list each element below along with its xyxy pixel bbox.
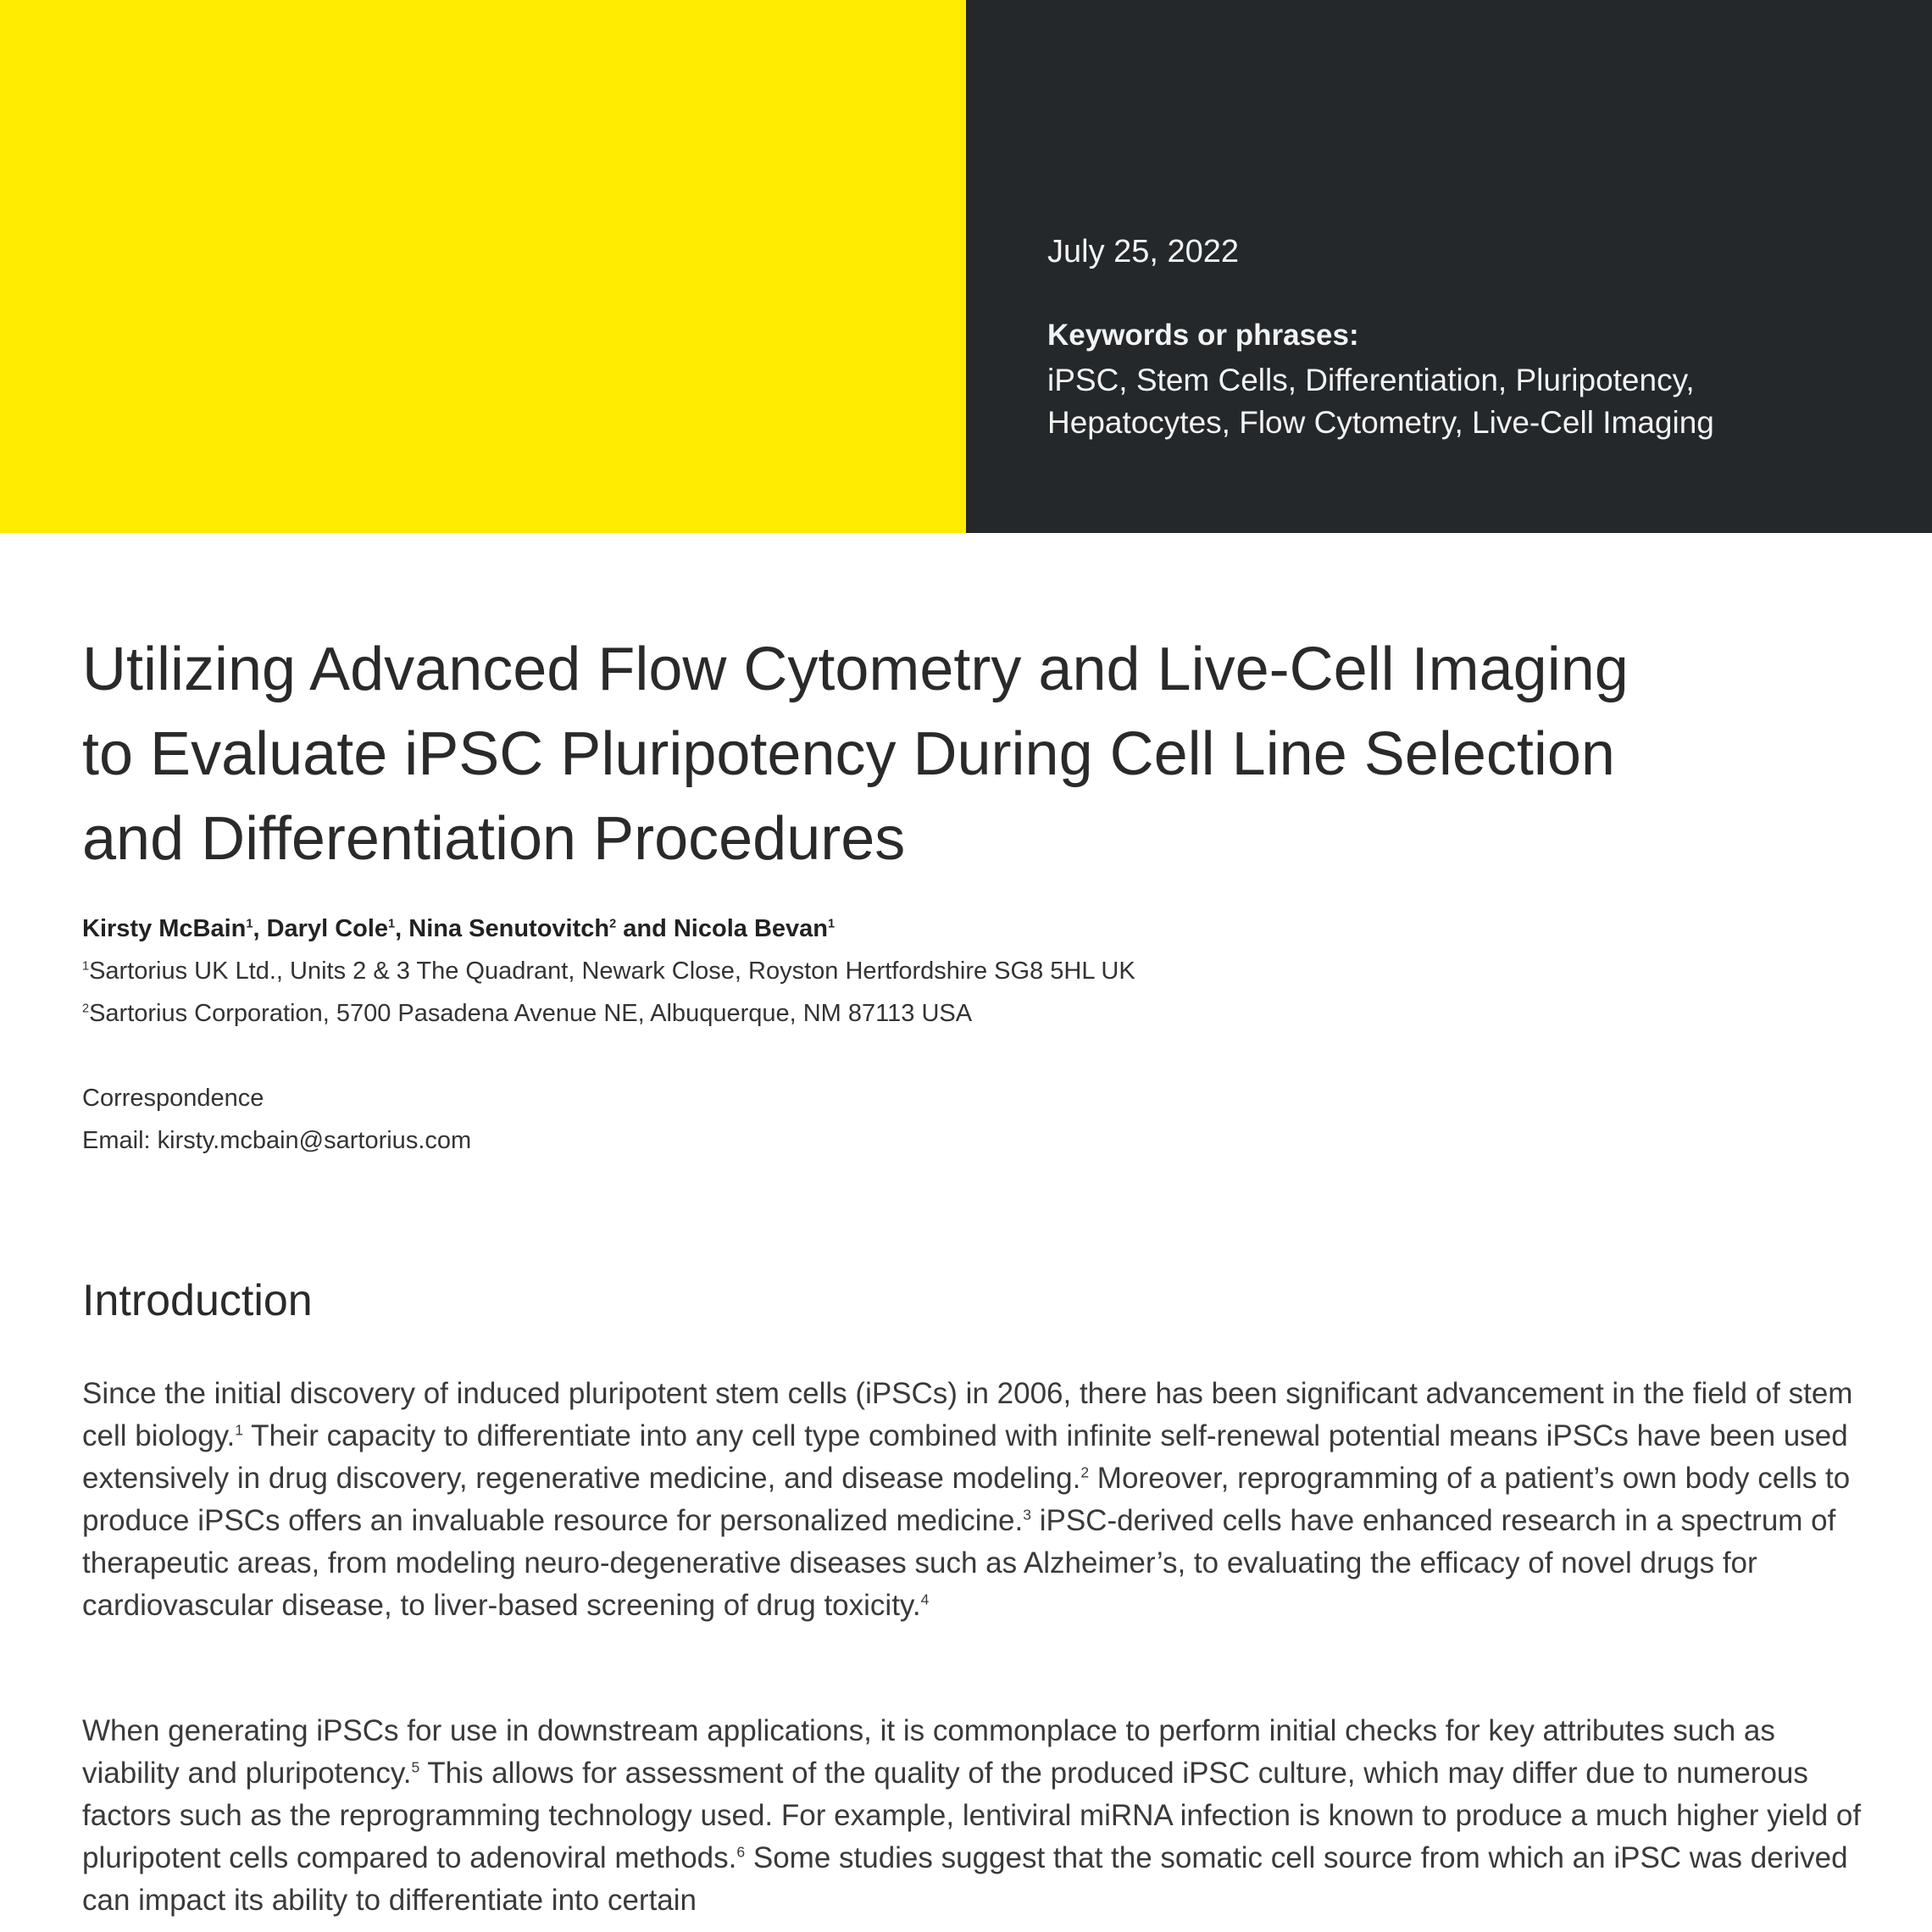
affiliation-2 <box>82 1000 972 1028</box>
affiliation-1 <box>82 958 1135 985</box>
citation-marker: 3 <box>1023 1506 1031 1524</box>
introduction-heading: Introduction <box>82 1276 313 1325</box>
paragraph-text: Some studies suggest that the somatic cell source from which an iPSC was derived can impact its ability to differentiate into certain <box>82 1841 1848 1917</box>
correspondence-label: Correspondence <box>82 1085 264 1112</box>
author-name: Kirsty McBain <box>82 915 247 942</box>
page-title <box>82 627 1862 881</box>
citation-marker: 1 <box>235 1421 244 1439</box>
citation-marker: 2 <box>1080 1463 1090 1481</box>
author-separator: and <box>616 915 674 942</box>
title-line: to Evaluate iPSC Pluripotency During Cell Line Selection <box>82 720 1615 788</box>
paragraph-text: Moreover, reprogramming of a patient’s own body cells to produce iPSCs offers an invaluable resource for personalized medicine. <box>82 1462 1851 1537</box>
paragraph-text: iPSC-derived cells have enhanced research in a spectrum of therapeutic areas, from modeling neuro-degenerative diseases such as Alzheimer’s, to evaluating the efficacy of novel drugs for cardiovascular disease, to liver-based screening of drug toxicity. <box>82 1504 1836 1622</box>
author-list <box>82 915 835 943</box>
title-line: Utilizing Advanced Flow Cytometry and Live-Cell Imaging <box>82 636 1629 703</box>
citation-marker: 6 <box>736 1843 746 1861</box>
author-affiliation-marker: 1 <box>828 917 836 931</box>
correspondence-email: Email: kirsty.mcbain@sartorius.com <box>82 1127 472 1154</box>
author-separator: , <box>253 915 267 942</box>
publication-date: July 25, 2022 <box>1047 234 1240 269</box>
author-name: Daryl Cole <box>266 915 389 942</box>
yellow-color-block <box>0 0 966 533</box>
paragraph-text: Their capacity to differentiate into any cell type combined with infinite self-renewal potential means iPSCs have been used extensively in drug discovery, regenerative medicine, and disease modeling. <box>82 1419 1848 1495</box>
author-affiliation-marker: 1 <box>246 917 253 931</box>
introduction-paragraph-2 <box>82 1710 1879 1922</box>
dark-info-panel <box>966 0 1932 533</box>
keywords-line: Hepatocytes, Flow Cytometry, Live-Cell Imaging <box>1047 405 1714 440</box>
author-name: Nicola Bevan <box>673 915 828 942</box>
title-line: and Differentiation Procedures <box>82 805 906 873</box>
affiliation-text: Sartorius UK Ltd., Units 2 & 3 The Quadrant, Newark Close, Royston Hertfordshire SG8 5HL UK <box>89 958 1135 985</box>
author-name: Nina Senutovitch <box>408 915 610 942</box>
keywords-line: iPSC, Stem Cells, Differentiation, Pluripotency, <box>1047 363 1695 397</box>
citation-marker: 4 <box>920 1591 930 1608</box>
keywords-heading: Keywords or phrases: <box>1047 319 1359 352</box>
introduction-paragraph-1 <box>82 1373 1879 1627</box>
affiliation-text: Sartorius Corporation, 5700 Pasadena Avenue NE, Albuquerque, NM 87113 USA <box>89 1000 973 1027</box>
paragraph-text: When generating iPSCs for use in downstream applications, it is commonplace to perform initial checks for key attributes such as viability and pluripotency. <box>82 1714 1775 1790</box>
citation-marker: 5 <box>411 1758 420 1776</box>
paragraph-text: Since the initial discovery of induced pluripotent stem cells (iPSCs) in 2006, there has been significant advancement in the field of stem cell biology. <box>82 1377 1853 1452</box>
author-separator: , <box>395 915 409 942</box>
paragraph-text: This allows for assessment of the quality of the produced iPSC culture, which may differ due to numerous factors such as the reprogramming technology used. For example, lentiviral miRNA infection is known to produce a much higher yield of pluripotent cells compared to adenoviral methods. <box>82 1757 1862 1874</box>
author-affiliation-marker: 2 <box>609 917 617 931</box>
header-banner <box>0 0 1932 533</box>
affiliation-marker: 2 <box>82 1002 90 1016</box>
author-affiliation-marker: 1 <box>388 917 396 931</box>
affiliation-marker: 1 <box>82 959 90 974</box>
keywords-list <box>1047 359 1810 444</box>
